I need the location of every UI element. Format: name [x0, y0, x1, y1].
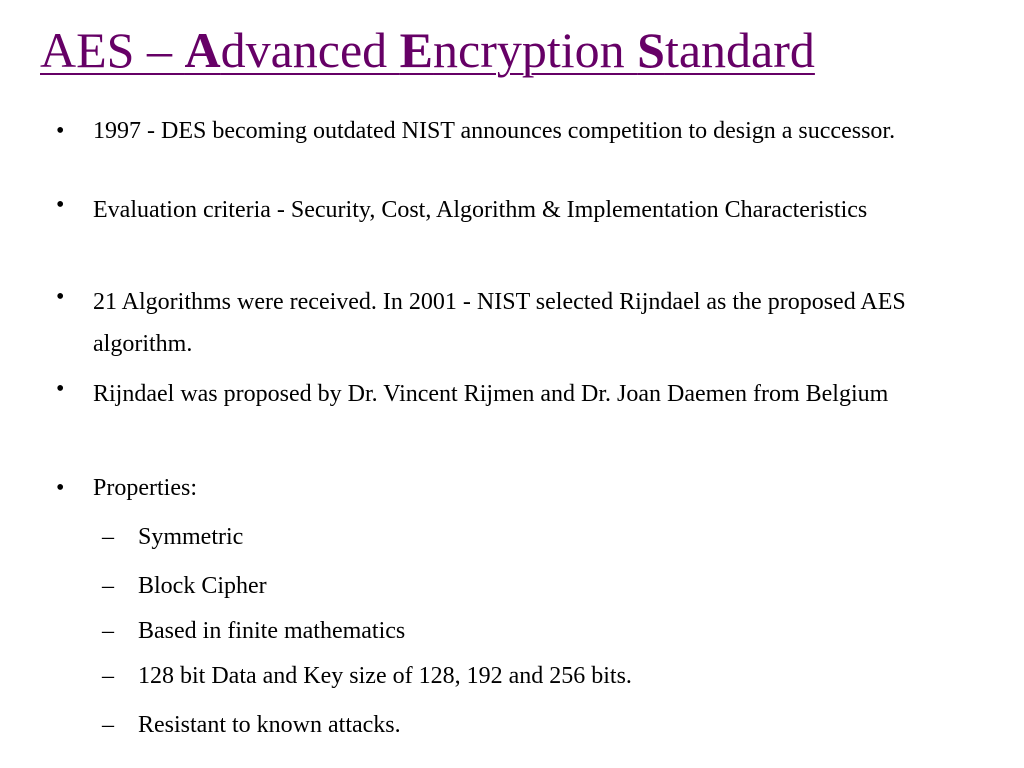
bullet-marker: •	[56, 118, 65, 144]
bullet-item	[56, 373, 956, 415]
title-letter-e: E	[399, 22, 434, 78]
bullet-marker: •	[56, 284, 65, 310]
sub-bullet-text: Based in finite mathematics	[138, 618, 406, 644]
bullet-marker: •	[56, 475, 65, 501]
dash-marker: –	[102, 524, 114, 550]
bullet-item	[56, 472, 956, 504]
sub-bullet-item	[102, 521, 243, 553]
sub-bullet-item	[102, 660, 632, 692]
bullet-item	[56, 189, 956, 231]
bullet-text: Evaluation criteria - Security, Cost, Algorithm & Implementation Characteristics	[93, 197, 868, 223]
title-word-ncryption: ncryption	[433, 22, 638, 78]
sub-bullet-text: 128 bit Data and Key size of 128, 192 and 256 bits.	[138, 663, 632, 689]
sub-bullet-text: Block Cipher	[138, 573, 267, 599]
dash-marker: –	[102, 712, 114, 738]
bullet-marker: •	[56, 376, 65, 402]
bullet-text: Rijndael was proposed by Dr. Vincent Rijmen and Dr. Joan Daemen from Belgium	[93, 381, 889, 407]
title-prefix: AES –	[40, 22, 185, 78]
sub-bullet-item	[102, 615, 405, 647]
bullet-item	[56, 115, 956, 147]
bullet-text: 21 Algorithms were received. In 2001 - NIST selected Rijndael as the proposed AES algorithm.	[93, 289, 906, 357]
dash-marker: –	[102, 618, 114, 644]
bullet-text: 1997 - DES becoming outdated NIST announces competition to design a successor.	[93, 118, 896, 144]
bullet-marker: •	[56, 192, 65, 218]
title-letter-a: A	[184, 22, 221, 78]
title-word-tandard: tandard	[664, 22, 815, 78]
sub-bullet-item	[102, 570, 267, 602]
title-word-dvanced: dvanced	[220, 22, 400, 78]
bullet-text: Properties:	[93, 475, 197, 501]
title-letter-s: S	[637, 22, 665, 78]
slide-title	[40, 22, 815, 80]
bullet-item	[56, 281, 956, 365]
sub-bullet-item	[102, 709, 401, 741]
dash-marker: –	[102, 573, 114, 599]
sub-bullet-text: Resistant to known attacks.	[138, 712, 401, 738]
sub-bullet-text: Symmetric	[138, 524, 244, 550]
dash-marker: –	[102, 663, 114, 689]
